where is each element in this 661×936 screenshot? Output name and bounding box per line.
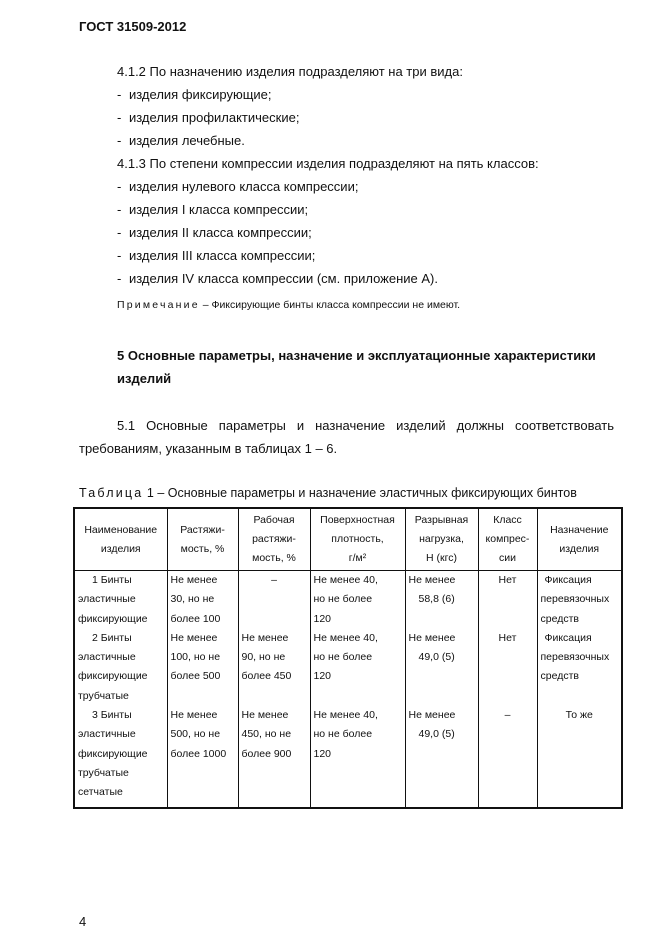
cell-purpose: Фиксация перевязочных средств bbox=[537, 571, 622, 629]
list-item: - изделия II класса компрессии; bbox=[117, 225, 312, 240]
cell-working-stretch: Не менее 450, но не более 900 bbox=[238, 706, 310, 807]
cell-working-stretch: Не менее 90, но не более 450 bbox=[238, 629, 310, 706]
cell-density: Не менее 40, но не более 120 bbox=[310, 706, 405, 807]
table-row bbox=[74, 571, 622, 629]
cell-stretch: Не менее 100, но не более 500 bbox=[167, 629, 238, 706]
note: Примечание – Фиксирующие бинты класса компрессии не имеют. bbox=[117, 299, 461, 311]
list-item: - изделия IV класса компрессии (см. приложение А). bbox=[117, 271, 438, 286]
col-header-breaking-load: Разрывная нагрузка, Н (кгс) bbox=[405, 508, 478, 571]
cell-name: 3 Бинты эластичные фиксирующие трубчатые сетчатые bbox=[74, 706, 167, 807]
page-number: 4 bbox=[79, 914, 87, 929]
list-item: - изделия фиксирующие; bbox=[117, 87, 272, 102]
list-item: - изделия I класса компрессии; bbox=[117, 202, 309, 217]
cell-breaking-load: Не менее 49,0 (5) bbox=[405, 706, 478, 807]
clause-4-1-2: 4.1.2 По назначению изделия подразделяют на три вида: bbox=[117, 64, 463, 79]
table-row bbox=[74, 629, 622, 706]
standard-header: ГОСТ 31509-2012 bbox=[79, 19, 187, 34]
cell-stretch: Не менее 500, но не более 1000 bbox=[167, 706, 238, 807]
cell-density: Не менее 40, но не более 120 bbox=[310, 629, 405, 706]
cell-stretch: Не менее 30, но не более 100 bbox=[167, 571, 238, 629]
paragraph-5-1-cont: требованиям, указанным в таблицах 1 – 6. bbox=[79, 441, 338, 456]
list-item: - изделия III класса компрессии; bbox=[117, 248, 316, 263]
cell-compression-class: Нет bbox=[478, 571, 537, 629]
list-item: - изделия лечебные. bbox=[117, 133, 245, 148]
col-header-stretch: Растяжи- мость, % bbox=[167, 508, 238, 571]
section-5-heading: 5 Основные параметры, назначение и эксплуатационные характеристики bbox=[117, 348, 596, 363]
cell-working-stretch: – bbox=[238, 571, 310, 629]
table-caption: Таблица 1 – Основные параметры и назначение эластичных фиксирующих бинтов bbox=[79, 486, 577, 500]
cell-compression-class: – bbox=[478, 706, 537, 807]
cell-breaking-load: Не менее 58,8 (6) bbox=[405, 571, 478, 629]
cell-compression-class: Нет bbox=[478, 629, 537, 706]
list-item: - изделия нулевого класса компрессии; bbox=[117, 179, 359, 194]
paragraph-5-1: 5.1 Основные параметры и назначение изделий должны соответствовать bbox=[117, 418, 614, 433]
table-1 bbox=[73, 507, 623, 809]
clause-4-1-3: 4.1.3 По степени компрессии изделия подразделяют на пять классов: bbox=[117, 156, 539, 171]
section-5-heading-cont: изделий bbox=[117, 371, 172, 386]
list-item: - изделия профилактические; bbox=[117, 110, 300, 125]
cell-purpose: То же bbox=[537, 706, 622, 807]
col-header-density: Поверхностная плотность, г/м² bbox=[310, 508, 405, 571]
col-header-name: Наименование изделия bbox=[74, 508, 167, 571]
col-header-working-stretch: Рабочая растяжи- мость, % bbox=[238, 508, 310, 571]
cell-breaking-load: Не менее 49,0 (5) bbox=[405, 629, 478, 706]
table-row bbox=[74, 706, 622, 807]
col-header-purpose: Назначение изделия bbox=[537, 508, 622, 571]
cell-density: Не менее 40, но не более 120 bbox=[310, 571, 405, 629]
cell-name: 1 Бинты эластичные фиксирующие bbox=[74, 571, 167, 629]
col-header-compression-class: Класс компрес- сии bbox=[478, 508, 537, 571]
table-header-row bbox=[74, 508, 622, 571]
cell-name: 2 Бинты эластичные фиксирующие трубчатые bbox=[74, 629, 167, 706]
cell-purpose: Фиксация перевязочных средств bbox=[537, 629, 622, 706]
